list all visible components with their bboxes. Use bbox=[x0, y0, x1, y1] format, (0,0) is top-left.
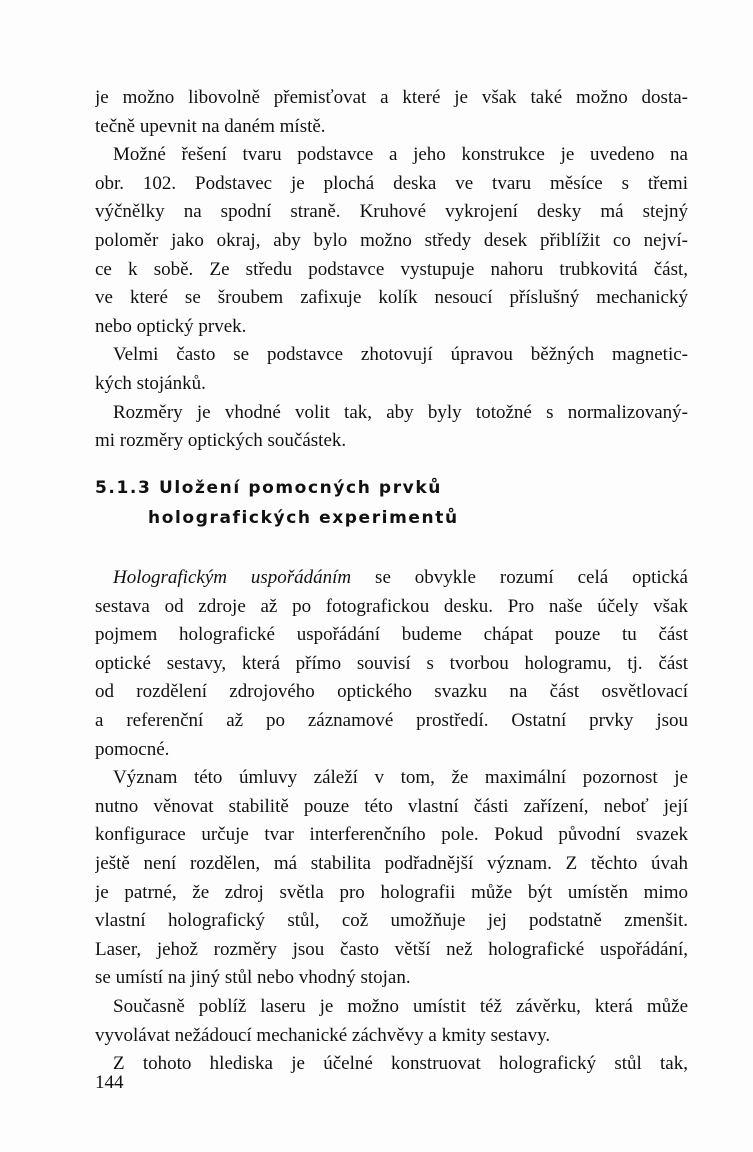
italic-term: Holografickým uspořádáním bbox=[113, 567, 352, 588]
text-line: Laser, jehož rozměry jsou často větší než holografické uspořádání, bbox=[95, 938, 688, 960]
text-line: nutno věnovat stabilitě pouze této vlastní části zařízení, neboť její bbox=[95, 795, 688, 817]
text-line: optické sestavy, která přímo souvisí s tvorbou hologramu, tj. část bbox=[95, 652, 688, 674]
section-heading bbox=[95, 478, 442, 498]
section-title-line2: holografických experimentů bbox=[148, 508, 459, 528]
text-line: pojmem holografické uspořádání budeme chápat pouze tu část bbox=[95, 624, 688, 646]
text-line: výčnělky na spodní straně. Kruhové vykrojení desky má stejný bbox=[95, 201, 688, 223]
text-line bbox=[95, 564, 688, 593]
text-line: kých stojánků. bbox=[95, 372, 206, 394]
section-heading-line2 bbox=[148, 508, 459, 528]
text-line: vyvolávat nežádoucí mechanické záchvěvy a kmity sestavy. bbox=[95, 1024, 551, 1046]
page-number: 144 bbox=[95, 1072, 124, 1093]
text-line: nebo optický prvek. bbox=[95, 315, 247, 337]
text-line: Možné řešení tvaru podstavce a jeho konstrukce je uvedeno na bbox=[113, 144, 688, 166]
text-line: sestava od zdroje až po fotografickou desku. Pro naše účely však bbox=[95, 595, 688, 617]
paragraph-block-2 bbox=[95, 564, 688, 1079]
text-line: Z tohoto hlediska je účelné konstruovat holografický stůl tak, bbox=[113, 1053, 688, 1075]
text-line: Současně poblíž laseru je možno umístit též závěrku, která může bbox=[113, 995, 688, 1017]
text-line: Rozměry je vhodné volit tak, aby byly totožné s normalizovaný- bbox=[113, 401, 688, 423]
text-line: je patrné, že zdroj světla pro holografii může být umístěn mimo bbox=[95, 881, 688, 903]
text-line: poloměr jako okraj, aby bylo možno středy desek přiblížit co nejví- bbox=[95, 229, 688, 251]
text-line: Význam této úmluvy záleží v tom, že maximální pozornost je bbox=[113, 767, 688, 789]
text-line: vlastní holografický stůl, což umožňuje jej podstatně zmenšit. bbox=[95, 910, 688, 932]
text-line: mi rozměry optických součástek. bbox=[95, 430, 347, 452]
text-line: je možno libovolně přemisťovat a které je však také možno dosta- bbox=[95, 87, 688, 108]
text-line: ve které se šroubem zafixuje kolík nesoucí příslušný mechanický bbox=[95, 287, 688, 309]
text-line: obr. 102. Podstavec je plochá deska ve tvaru měsíce s třemi bbox=[95, 172, 688, 194]
text-line: a referenční až po záznamové prostředí. Ostatní prvky jsou bbox=[95, 709, 688, 731]
text-line: se umístí na jiný stůl nebo vhodný stojan. bbox=[95, 967, 411, 989]
paragraph-block-1 bbox=[95, 84, 688, 456]
text-span: se obvykle rozumí celá optická bbox=[351, 567, 688, 588]
text-line: od rozdělení zdrojového optického svazku na část osvětlovací bbox=[95, 681, 688, 703]
text-line: konfigurace určuje tvar interferenčního pole. Pokud původní svazek bbox=[95, 824, 688, 846]
text-line: tečně upevnit na daném místě. bbox=[95, 115, 326, 137]
text-line: Velmi často se podstavce zhotovují úpravou běžných magnetic- bbox=[113, 344, 688, 366]
text-line: ještě není rozdělen, má stabilita podřadnější význam. Z těchto úvah bbox=[95, 852, 688, 874]
text-line: ce k sobě. Ze středu podstavce vystupuje nahoru trubkovitá část, bbox=[95, 258, 688, 280]
text-line: pomocné. bbox=[95, 738, 170, 760]
section-number: 5.1.3 bbox=[95, 478, 152, 498]
section-title-line1: Uložení pomocných prvků bbox=[158, 478, 442, 498]
